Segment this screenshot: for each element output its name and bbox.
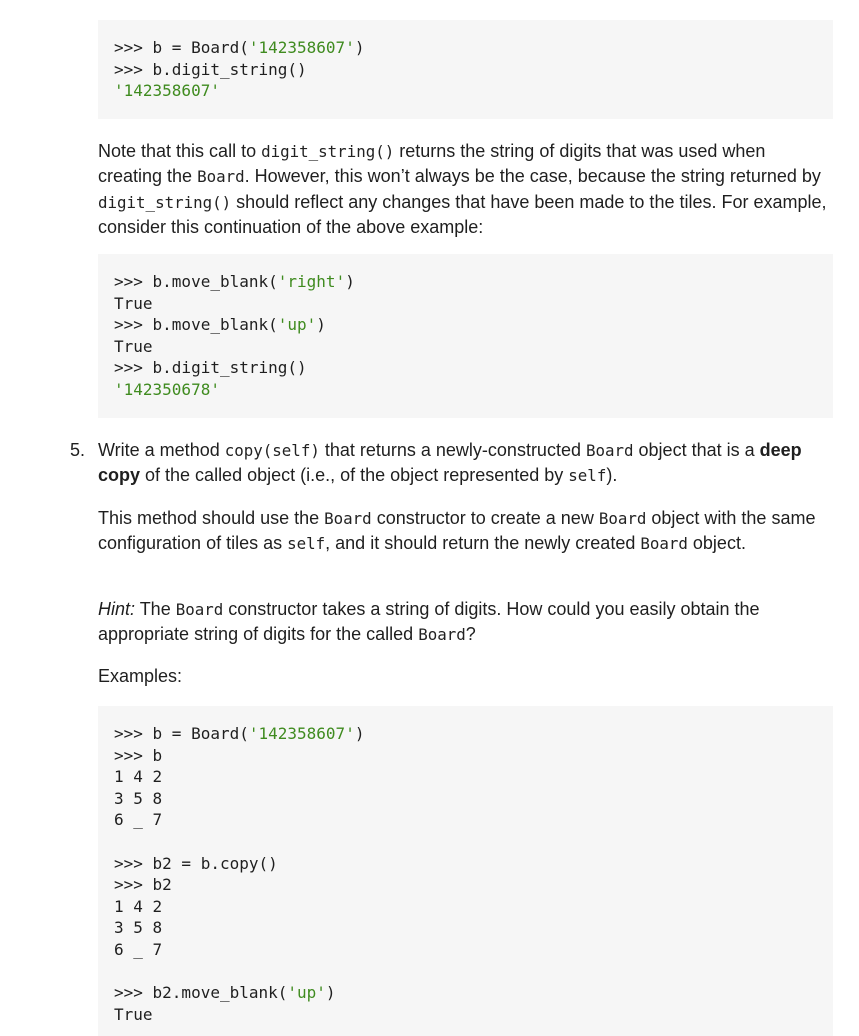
code-blank-line xyxy=(114,961,817,983)
code-line: >>> b = Board('142358607') xyxy=(114,38,365,57)
code-line: 3 5 8 xyxy=(114,918,163,938)
code-line: True xyxy=(114,1004,153,1024)
inline-code: Board xyxy=(585,441,634,460)
code-line: >>> b.move_blank('up') xyxy=(114,315,326,335)
list-number: 5. xyxy=(70,440,86,460)
inline-code: Board xyxy=(324,509,372,528)
code-line: >>> b.digit_string() xyxy=(114,59,307,79)
examples-label: Examples: xyxy=(98,666,183,686)
inline-code: self xyxy=(287,534,326,554)
code-line: 6 _ 7 xyxy=(114,939,163,959)
code-example-move-blank xyxy=(98,254,833,418)
bold-term: deep copy xyxy=(98,440,802,486)
note-paragraph: Note that this call to digit_string() returns the string of digits that was used when creating the Board. However, this won’t always be the case, because the string returned by digit_string() should reflect any changes that have been made to the tiles. For example, consider this continuation of the above example: xyxy=(98,141,827,238)
code-line: >>> b.digit_string() xyxy=(114,358,307,378)
item-5-description: Write a method copy(self) that returns a newly-constructed Board object that is a deep copy of the called object (i.e., of the object represented by self). xyxy=(98,440,802,486)
code-line: >>> b2 = b.copy() xyxy=(114,853,278,873)
inline-code: self xyxy=(568,466,607,486)
code-line: 3 5 8 xyxy=(114,788,163,808)
code-example-digit-string xyxy=(98,20,833,119)
code-line: True xyxy=(114,336,153,356)
code-line: 6 _ 7 xyxy=(114,810,163,830)
inline-code: Board xyxy=(418,625,466,645)
code-line: 1 4 2 xyxy=(114,896,163,916)
code-line: >>> b2.move_blank('up') xyxy=(114,983,336,1003)
inline-code: Board xyxy=(197,167,245,187)
inline-code: digit_string() xyxy=(261,142,395,161)
inline-code: copy(self) xyxy=(224,441,320,460)
constructor-paragraph: This method should use the Board constructor to create a new Board object with the same configuration of tiles as self, and it should return the newly created Board object. xyxy=(98,508,816,554)
code-line: '142350678' xyxy=(114,379,220,399)
hint-paragraph: Hint: The Board constructor takes a string of digits. How could you easily obtain the appropriate string of digits for the called Board? xyxy=(98,599,760,645)
inline-code: Board xyxy=(640,534,688,554)
inline-code: Board xyxy=(175,600,224,619)
code-line: '142358607' xyxy=(114,81,220,101)
code-line: >>> b.move_blank('right') xyxy=(114,272,355,291)
code-line: >>> b xyxy=(114,745,163,765)
inline-code: Board xyxy=(598,509,647,528)
code-line: >>> b = Board('142358607') xyxy=(114,724,365,743)
hint-label: Hint: xyxy=(98,599,136,619)
code-blank-line xyxy=(114,831,817,853)
code-example-copy xyxy=(98,706,833,1036)
code-line: 1 4 2 xyxy=(114,767,163,787)
code-line: True xyxy=(114,293,153,313)
code-line: >>> b2 xyxy=(114,875,172,895)
inline-code: digit_string() xyxy=(98,192,232,212)
